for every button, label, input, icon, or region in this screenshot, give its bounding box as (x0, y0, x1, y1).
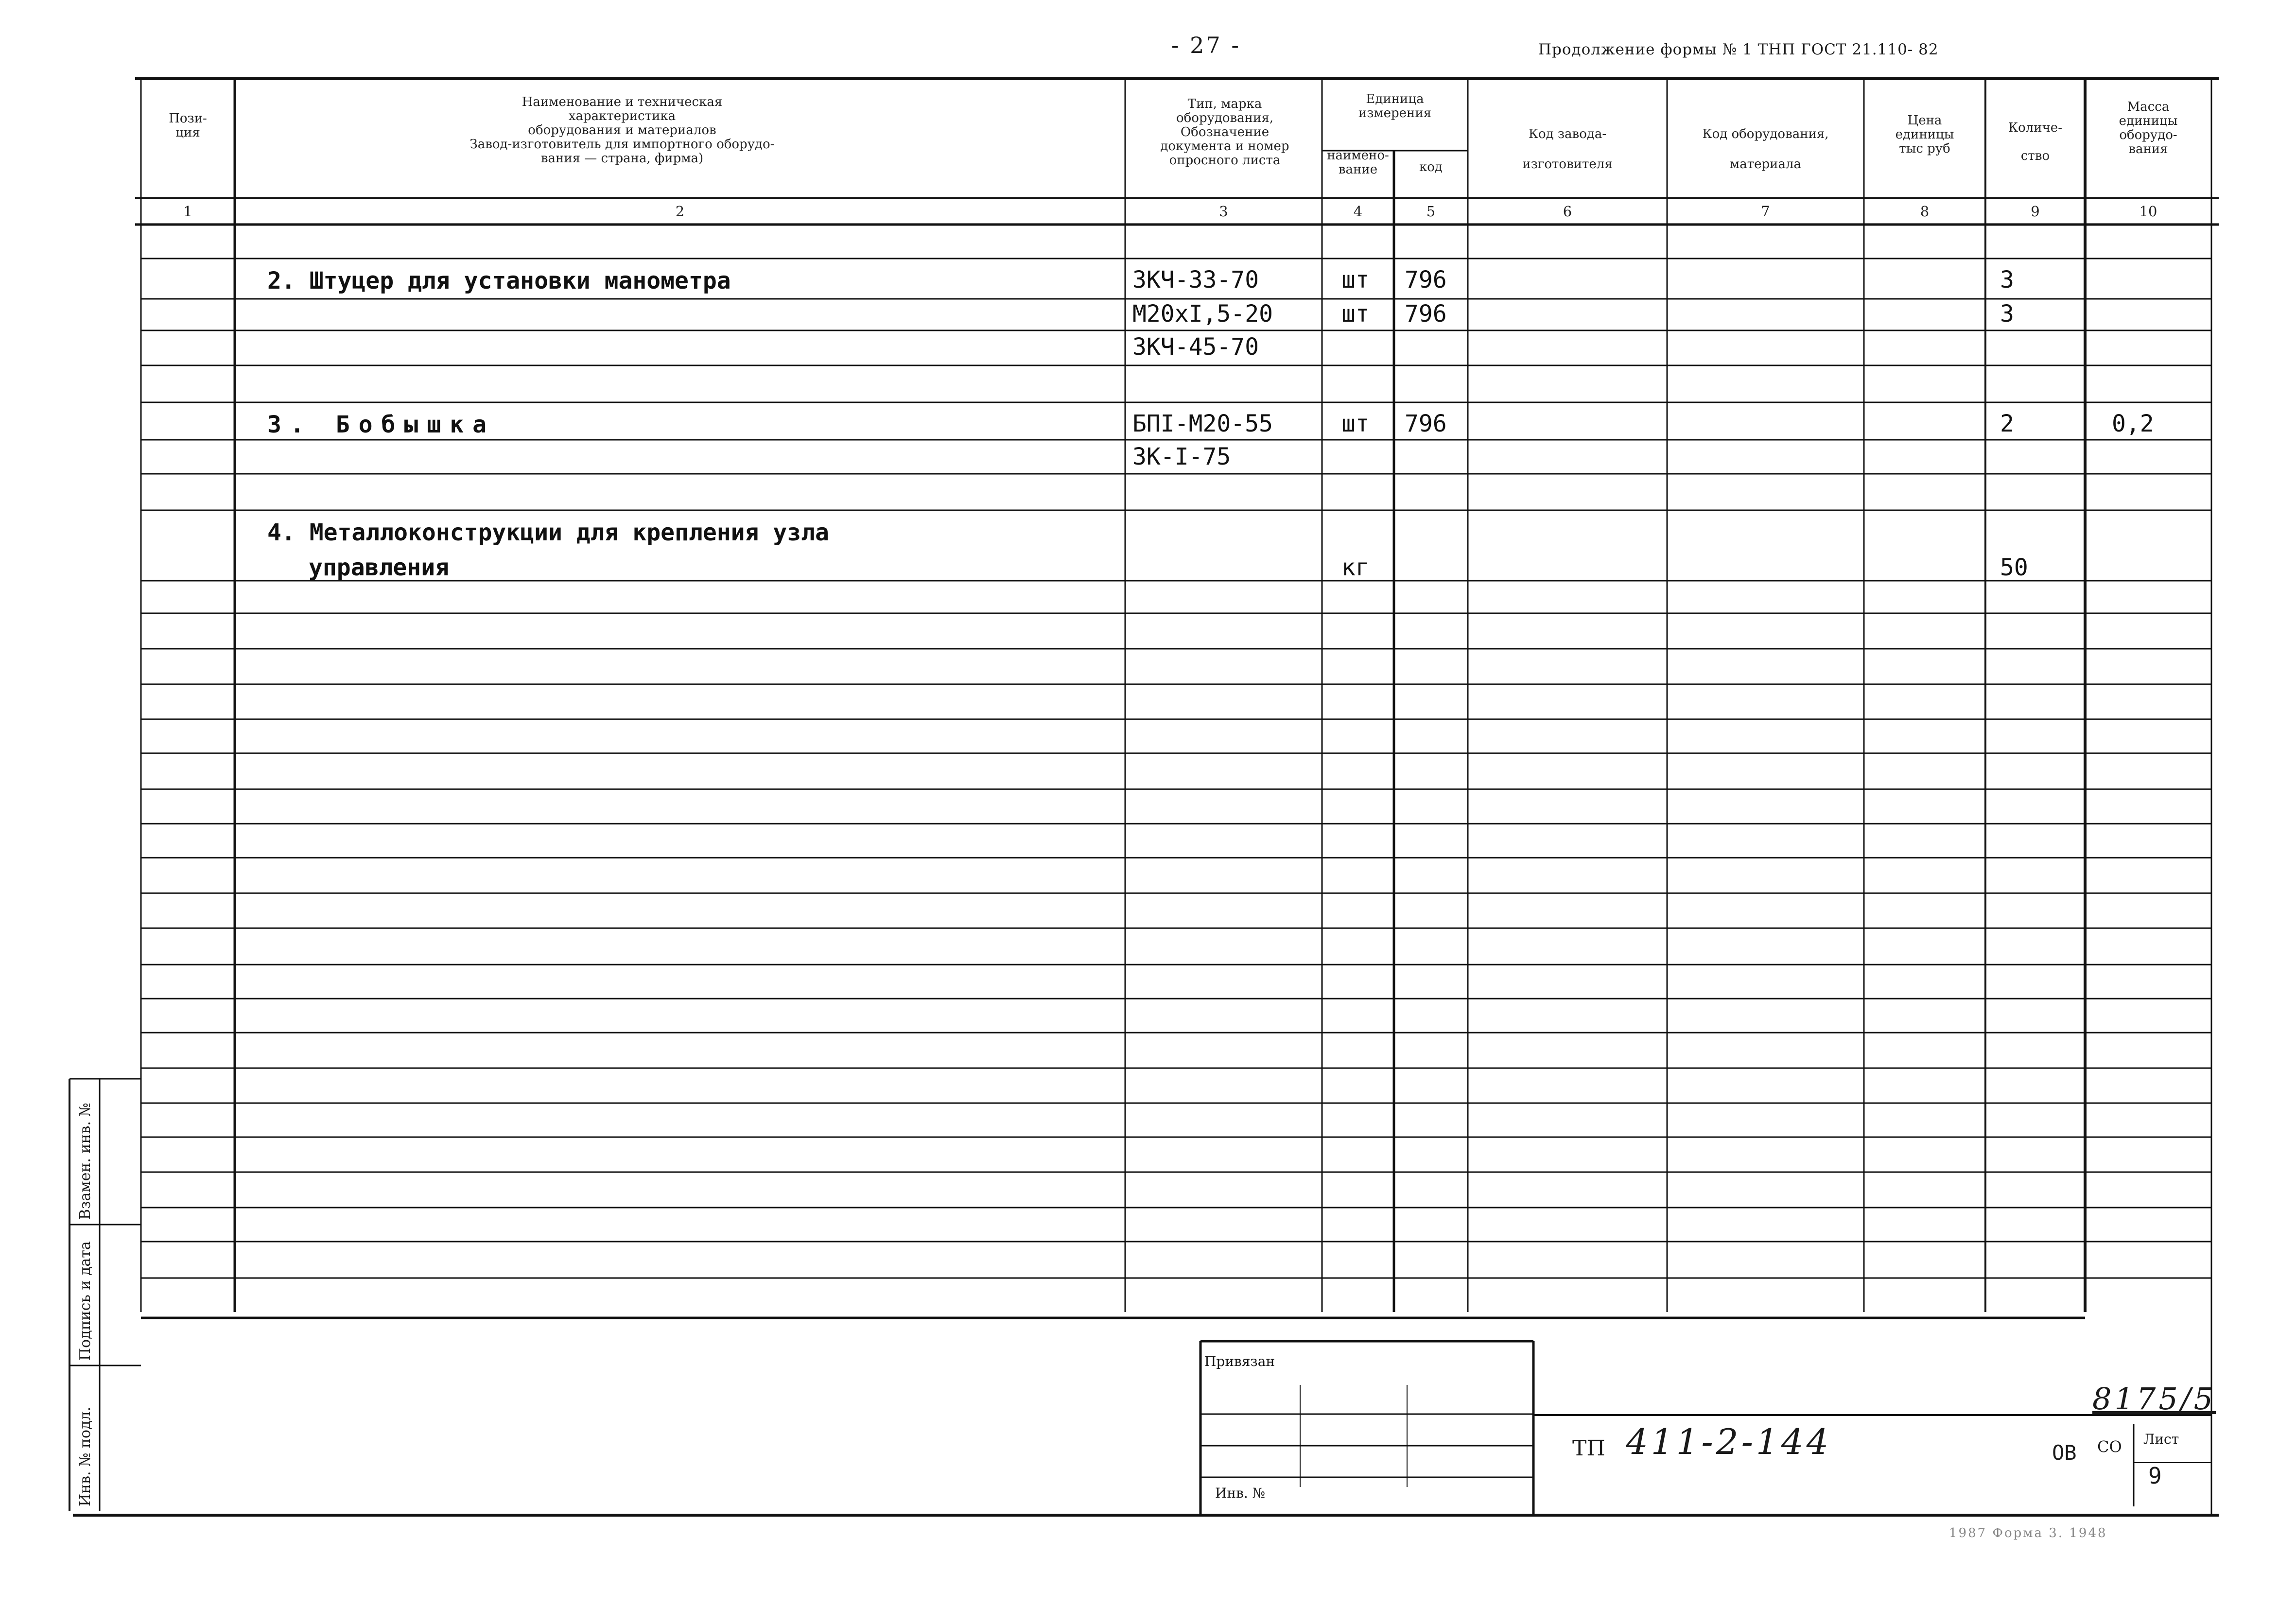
album-number: 8175/5 (2092, 1381, 2216, 1417)
stamp-signature-date: Подпись и дата (77, 1241, 94, 1361)
header-mass: Масса единицы оборудо- вания (2119, 100, 2178, 156)
header-unit: Единица измерения (1358, 92, 1432, 121)
item-name: 2. Штуцер для установки манометра (267, 267, 731, 294)
header-price: Цена единицы тыс руб (1895, 113, 1954, 156)
column-number: 3 (1219, 203, 1228, 220)
co-label: СО (2097, 1437, 2122, 1456)
item-quantity: 3 (2000, 266, 2014, 294)
sheet-label: Лист (2143, 1431, 2179, 1447)
item-quantity: 3 (2000, 300, 2014, 328)
header-unit-name: наимено- вание (1327, 148, 1389, 177)
item-mass: 0,2 (2112, 410, 2154, 437)
header-type: Тип, марка оборудования, Обозначение документа и номер опросного листа (1160, 97, 1289, 168)
item-type: БПI-М20-55 (1132, 410, 1273, 437)
item-unit: кг (1341, 554, 1370, 581)
privyazan-label: Привязан (1204, 1353, 1275, 1369)
item-code: 796 (1405, 300, 1447, 328)
item-code: 796 (1405, 410, 1447, 437)
column-number: 1 (183, 203, 192, 220)
stamp-replacement-inventory: Взамен. инв. № (77, 1103, 94, 1220)
project-code: 411-2-144 (1626, 1421, 1832, 1462)
item-type: ЗКЧ-33-70 (1132, 266, 1259, 294)
item-name: 4. Металлоконструкции для крепления узла (267, 519, 829, 546)
section-code: ОВ (2052, 1441, 2077, 1465)
inventory-number-label: Инв. № (1215, 1485, 1266, 1501)
item-unit: шт (1341, 266, 1370, 294)
column-number: 2 (675, 203, 685, 220)
item-unit: шт (1341, 300, 1370, 328)
item-type: ЗКЧ-45-70 (1132, 333, 1259, 361)
column-number: 6 (1563, 203, 1572, 220)
stamp-original-inventory: Инв. № подл. (77, 1406, 94, 1506)
column-number: 8 (1920, 203, 1930, 220)
header-quantity: Количе- ство (2008, 121, 2062, 163)
header-unit-code: код (1419, 160, 1443, 174)
item-code: 796 (1405, 266, 1447, 294)
column-number: 5 (1426, 203, 1436, 220)
page-number: - 27 - (1171, 32, 1241, 58)
sheet-number: 9 (2148, 1463, 2162, 1489)
project-prefix: ТП (1572, 1436, 1605, 1461)
item-type: М20хI,5-20 (1132, 300, 1273, 328)
header-equipment-code: Код оборудования, материала (1702, 127, 1829, 172)
header-position: Пози- ция (169, 111, 207, 140)
column-number: 4 (1353, 203, 1363, 220)
item-type: ЗК-I-75 (1132, 443, 1231, 470)
header-name: Наименование и техническая характеристика оборудования и материалов Завод-изготовитель для импортного оборудо- вания — страна, фирма) (470, 95, 775, 166)
column-number: 9 (2031, 203, 2040, 220)
form-continuation-note: Продолжение формы № 1 ТНП ГОСТ 21.110- 82 (1538, 41, 1939, 58)
column-number: 7 (1761, 203, 1770, 220)
item-name: 3. Бобышка (267, 411, 495, 438)
header-factory-code: Код завода- изготовителя (1522, 127, 1613, 172)
item-quantity: 50 (2000, 554, 2028, 581)
item-name: управления (309, 554, 449, 581)
column-number: 10 (2139, 203, 2157, 220)
item-unit: шт (1341, 410, 1370, 437)
print-note: 1987 Форма 3. 1948 (1949, 1526, 2107, 1540)
item-quantity: 2 (2000, 410, 2014, 437)
